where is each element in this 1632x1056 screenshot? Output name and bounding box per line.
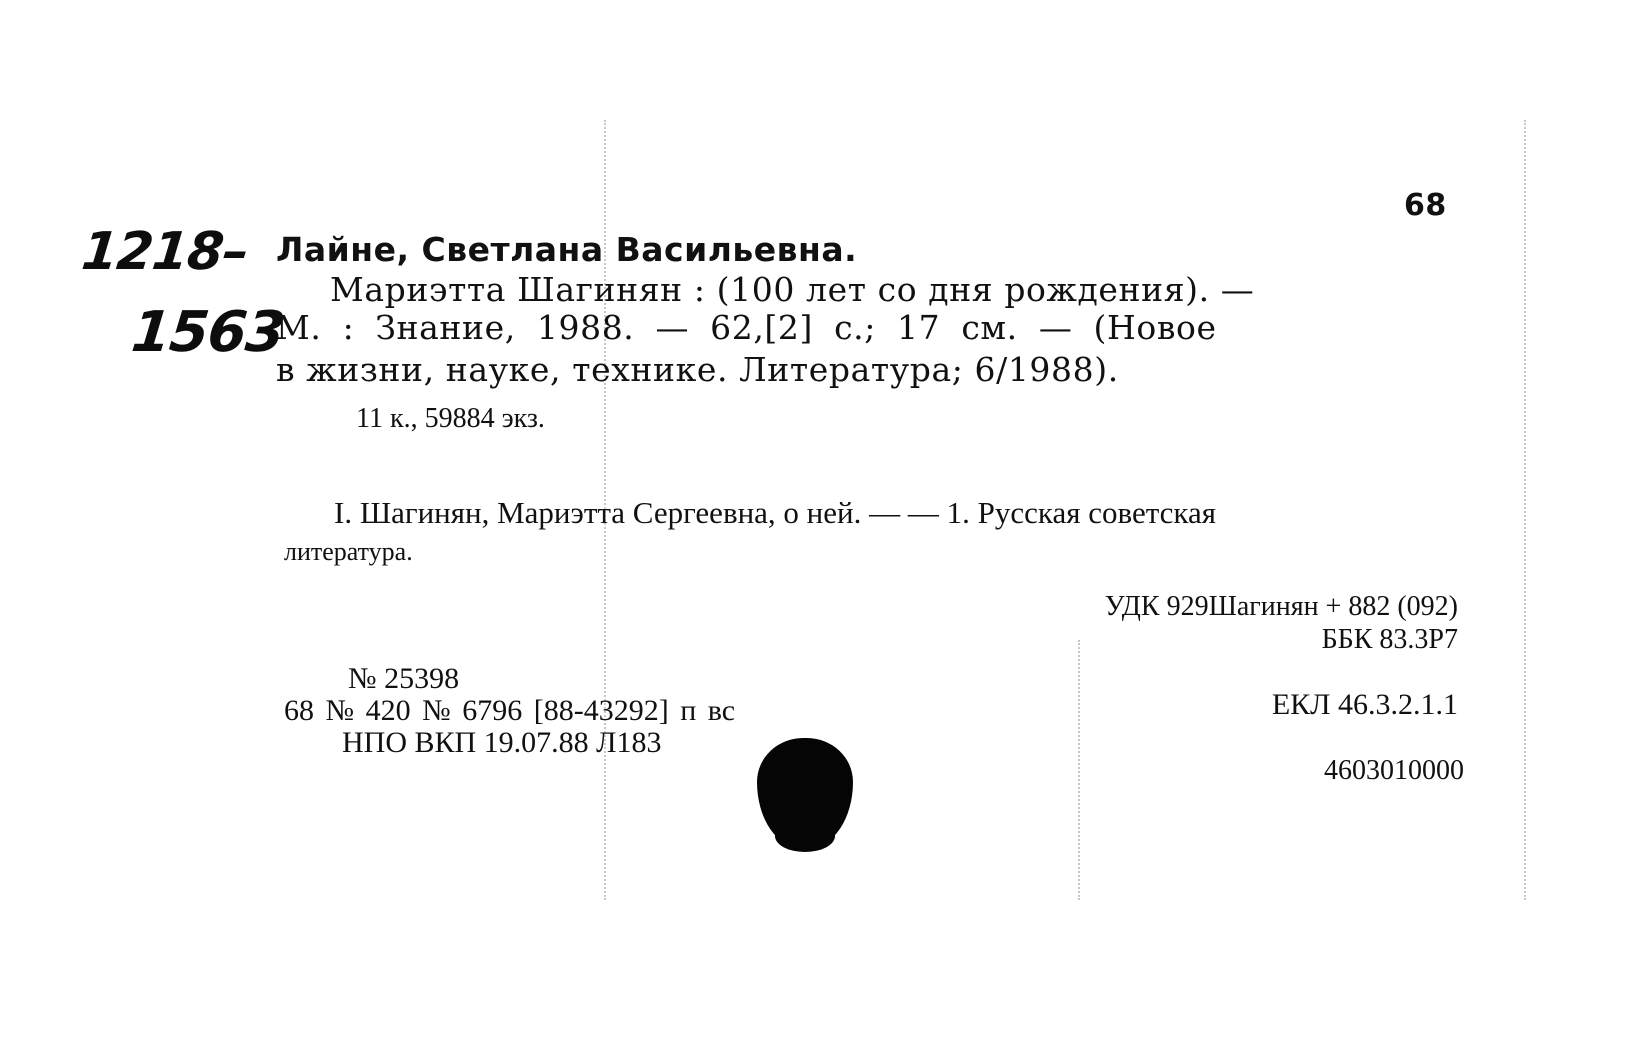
title-line: Мариэтта Шагинян : (100 лет со дня рождения). —	[330, 270, 1255, 309]
ink-blot-drip	[775, 820, 835, 852]
card-corner-number: 68	[1404, 188, 1447, 223]
udk-code: УДК 929Шагинян + 882 (092)	[1104, 591, 1458, 622]
handwritten-number-bottom: 1563	[128, 300, 288, 365]
subject-line: I. Шагинян, Мариэтта Сергеевна, о ней. — — 1. Русская советская	[334, 495, 1217, 530]
footer-publisher-line: НПО ВКП 19.07.88 Л183	[342, 726, 662, 759]
footer-order-line: 68 № 420 № 6796 [88-43292] п вс	[284, 694, 736, 727]
footer-registration-number: № 25398	[348, 662, 460, 695]
ekl-code: ЕКЛ 46.3.2.1.1	[1271, 688, 1458, 721]
imprint-line: М. : Знание, 1988. — 62,[2] с.; 17 см. — (Новое	[276, 308, 1217, 347]
numeric-code: 4603010000	[1324, 755, 1464, 786]
scan-artifact-line	[1524, 120, 1526, 900]
price-run-line: 11 к., 59884 экз.	[356, 403, 545, 434]
bbk-code: ББК 83.3Р7	[1321, 624, 1458, 655]
series-line: в жизни, науке, технике. Литература; 6/1988).	[276, 350, 1119, 389]
subject-line-continued: литература.	[284, 537, 413, 566]
handwritten-number-top: 1218–	[78, 222, 251, 282]
author-heading: Лайне, Светлана Васильевна.	[276, 230, 858, 269]
